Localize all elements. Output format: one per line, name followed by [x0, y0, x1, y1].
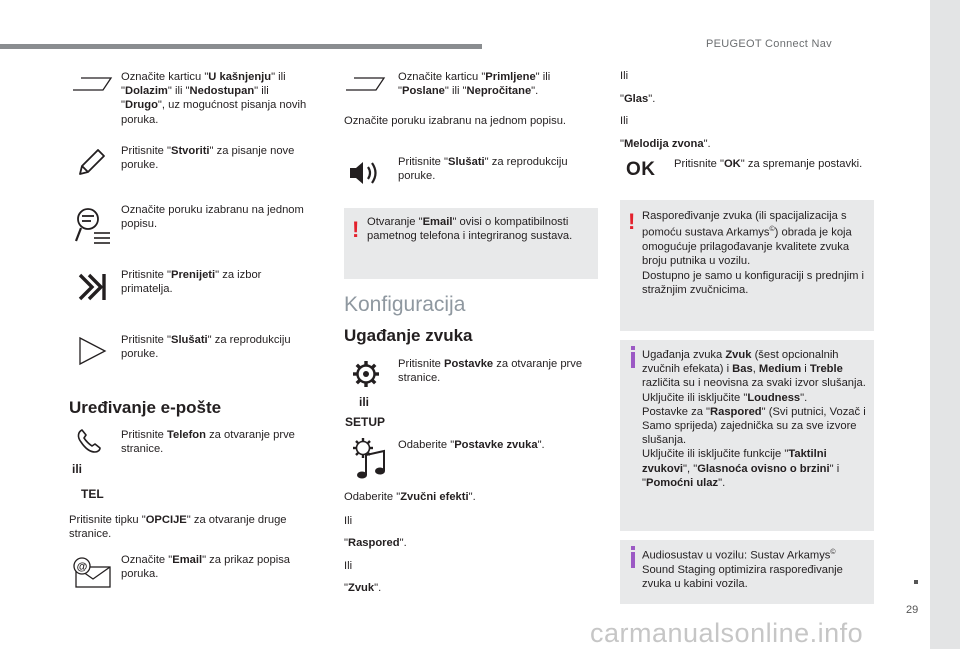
col3-item-ok: Pritisnite "OK" za spremanje postavki. — [674, 158, 863, 170]
sound-settings-icon — [352, 437, 388, 486]
section-title-sound: Ugađanje zvuka — [344, 326, 473, 345]
col2-zvucni-efekti: Odaberite "Zvučni efekti". — [344, 491, 476, 503]
info-icon — [631, 552, 635, 568]
col2-item-listen: Pritisnite "Slušati" za reprodukciju poruke. — [398, 156, 568, 183]
col2-item-settings: Pritisnite Postavke za otvaranje prve stranice. — [398, 358, 583, 385]
forward-icon — [78, 272, 108, 309]
col2-raspored: "Raspored". — [344, 537, 407, 549]
info-box-text: Audiosustav u vozilu: Sustav Arkamys© Sound Staging optimizira raspoređivanje zvuka u kabini vozila. — [642, 549, 843, 591]
col1-item-tab-delay: Označite karticu "U kašnjenju" ili "Dolazim" ili "Nedostupan" ili "Drugo", uz mogućnost pisanja novih poruka. — [121, 71, 307, 126]
col2-item-tab-received: Označite karticu "Primljene" ili "Poslane" ili "Nepročitane". — [398, 71, 551, 98]
warning-box-text: Otvaranje "Email" ovisi o kompatibilnosti pametnog telefona i integriranog sustava. — [367, 216, 573, 243]
col1-item-select: Označite poruku izabranu na jednom popisu. — [121, 204, 304, 231]
tab-icon — [72, 76, 114, 97]
col3-ili2: Ili — [620, 115, 629, 127]
message-select-icon — [74, 205, 114, 252]
running-header: PEUGEOT Connect Nav — [706, 38, 832, 50]
warning-box-text: Raspoređivanje zvuka (ili spacijalizacija s pomoću sustava Arkamys©) obrada je koja omogućuje prilagođavanje kvalitete zvuka broju putnika u vozilu. Dostupno je samo u konfiguraciji s prednjim i stražnjim zvučnicima. — [642, 210, 864, 296]
col3-ili1: Ili — [620, 70, 629, 82]
phone-icon — [76, 428, 102, 459]
col1-ili: ili — [72, 462, 83, 476]
page-number: 29 — [906, 604, 919, 616]
info-box-text: Ugađanja zvuka Zvuk (šest opcionalnih zvučnih efekata) i Bas, Medium i Treble različita su i neovisna za svaki izvor slušanja. Uključite ili isključite "Loudness". Postavke za "Raspored" (Svi putnici, Vozač i Samo sprijeda) zajednička su za sve izvore slušanja. Uključite ili isključite funkcije "Taktilni zvukovi", "Glasnoća ovisno o brzini" i "Pomoćni ulaz". — [642, 349, 866, 489]
konfiguracija-title: Konfiguracija — [344, 293, 466, 316]
right-margin-strip — [930, 0, 960, 649]
page-dot — [914, 580, 918, 584]
col2-item-sound: Odaberite "Postavke zvuka". — [398, 439, 545, 451]
warning-box-arkamys — [620, 200, 874, 331]
svg-text:@: @ — [76, 561, 88, 573]
watermark: carmanualsonline.info — [590, 618, 864, 648]
setup-label: SETUP — [345, 415, 386, 429]
section-title-email: Uređivanje e-pošte — [69, 398, 222, 417]
col1-item-phone: Pritisnite Telefon za otvaranje prve stranice. — [121, 429, 295, 456]
warning-icon: ! — [352, 217, 360, 242]
pencil-icon — [76, 146, 108, 183]
info-icon — [631, 352, 635, 368]
col1-item-listen: Pritisnite "Slušati" za reprodukciju poruke. — [121, 334, 291, 361]
tel-label: TEL — [81, 487, 104, 501]
col2-ili2: Ili — [344, 515, 353, 527]
col3-melodija: "Melodija zvona". — [620, 138, 711, 150]
top-bar — [0, 44, 482, 49]
col1-item-create: Pritisnite "Stvoriti" za pisanje nove poruke. — [121, 145, 295, 172]
warning-icon: ! — [628, 209, 636, 234]
speaker-icon — [348, 158, 384, 193]
settings-gear-icon — [352, 360, 380, 393]
tab-icon — [345, 76, 387, 97]
ok-label: OK — [626, 159, 656, 180]
col1-item-forward: Pritisnite "Prenijeti" za izbor primatelja. — [121, 269, 262, 296]
col3-glas: "Glas". — [620, 93, 656, 105]
col2-ili: ili — [359, 395, 370, 409]
col1-item-email: Označite "Email" za prikaz popisa poruka. — [121, 554, 291, 581]
col1-opcije-para: Pritisnite tipku "OPCIJE" za otvaranje druge stranice. — [69, 514, 287, 541]
col2-select-para: Označite poruku izabranu na jednom popisu. — [344, 115, 567, 127]
col2-ili3: Ili — [344, 560, 353, 572]
warning-box-email — [344, 208, 598, 279]
play-icon — [78, 336, 108, 371]
info-box-arkamys — [620, 540, 874, 604]
info-box-sound-settings — [620, 340, 874, 531]
col2-zvuk: "Zvuk". — [344, 582, 382, 594]
email-icon — [72, 555, 114, 594]
